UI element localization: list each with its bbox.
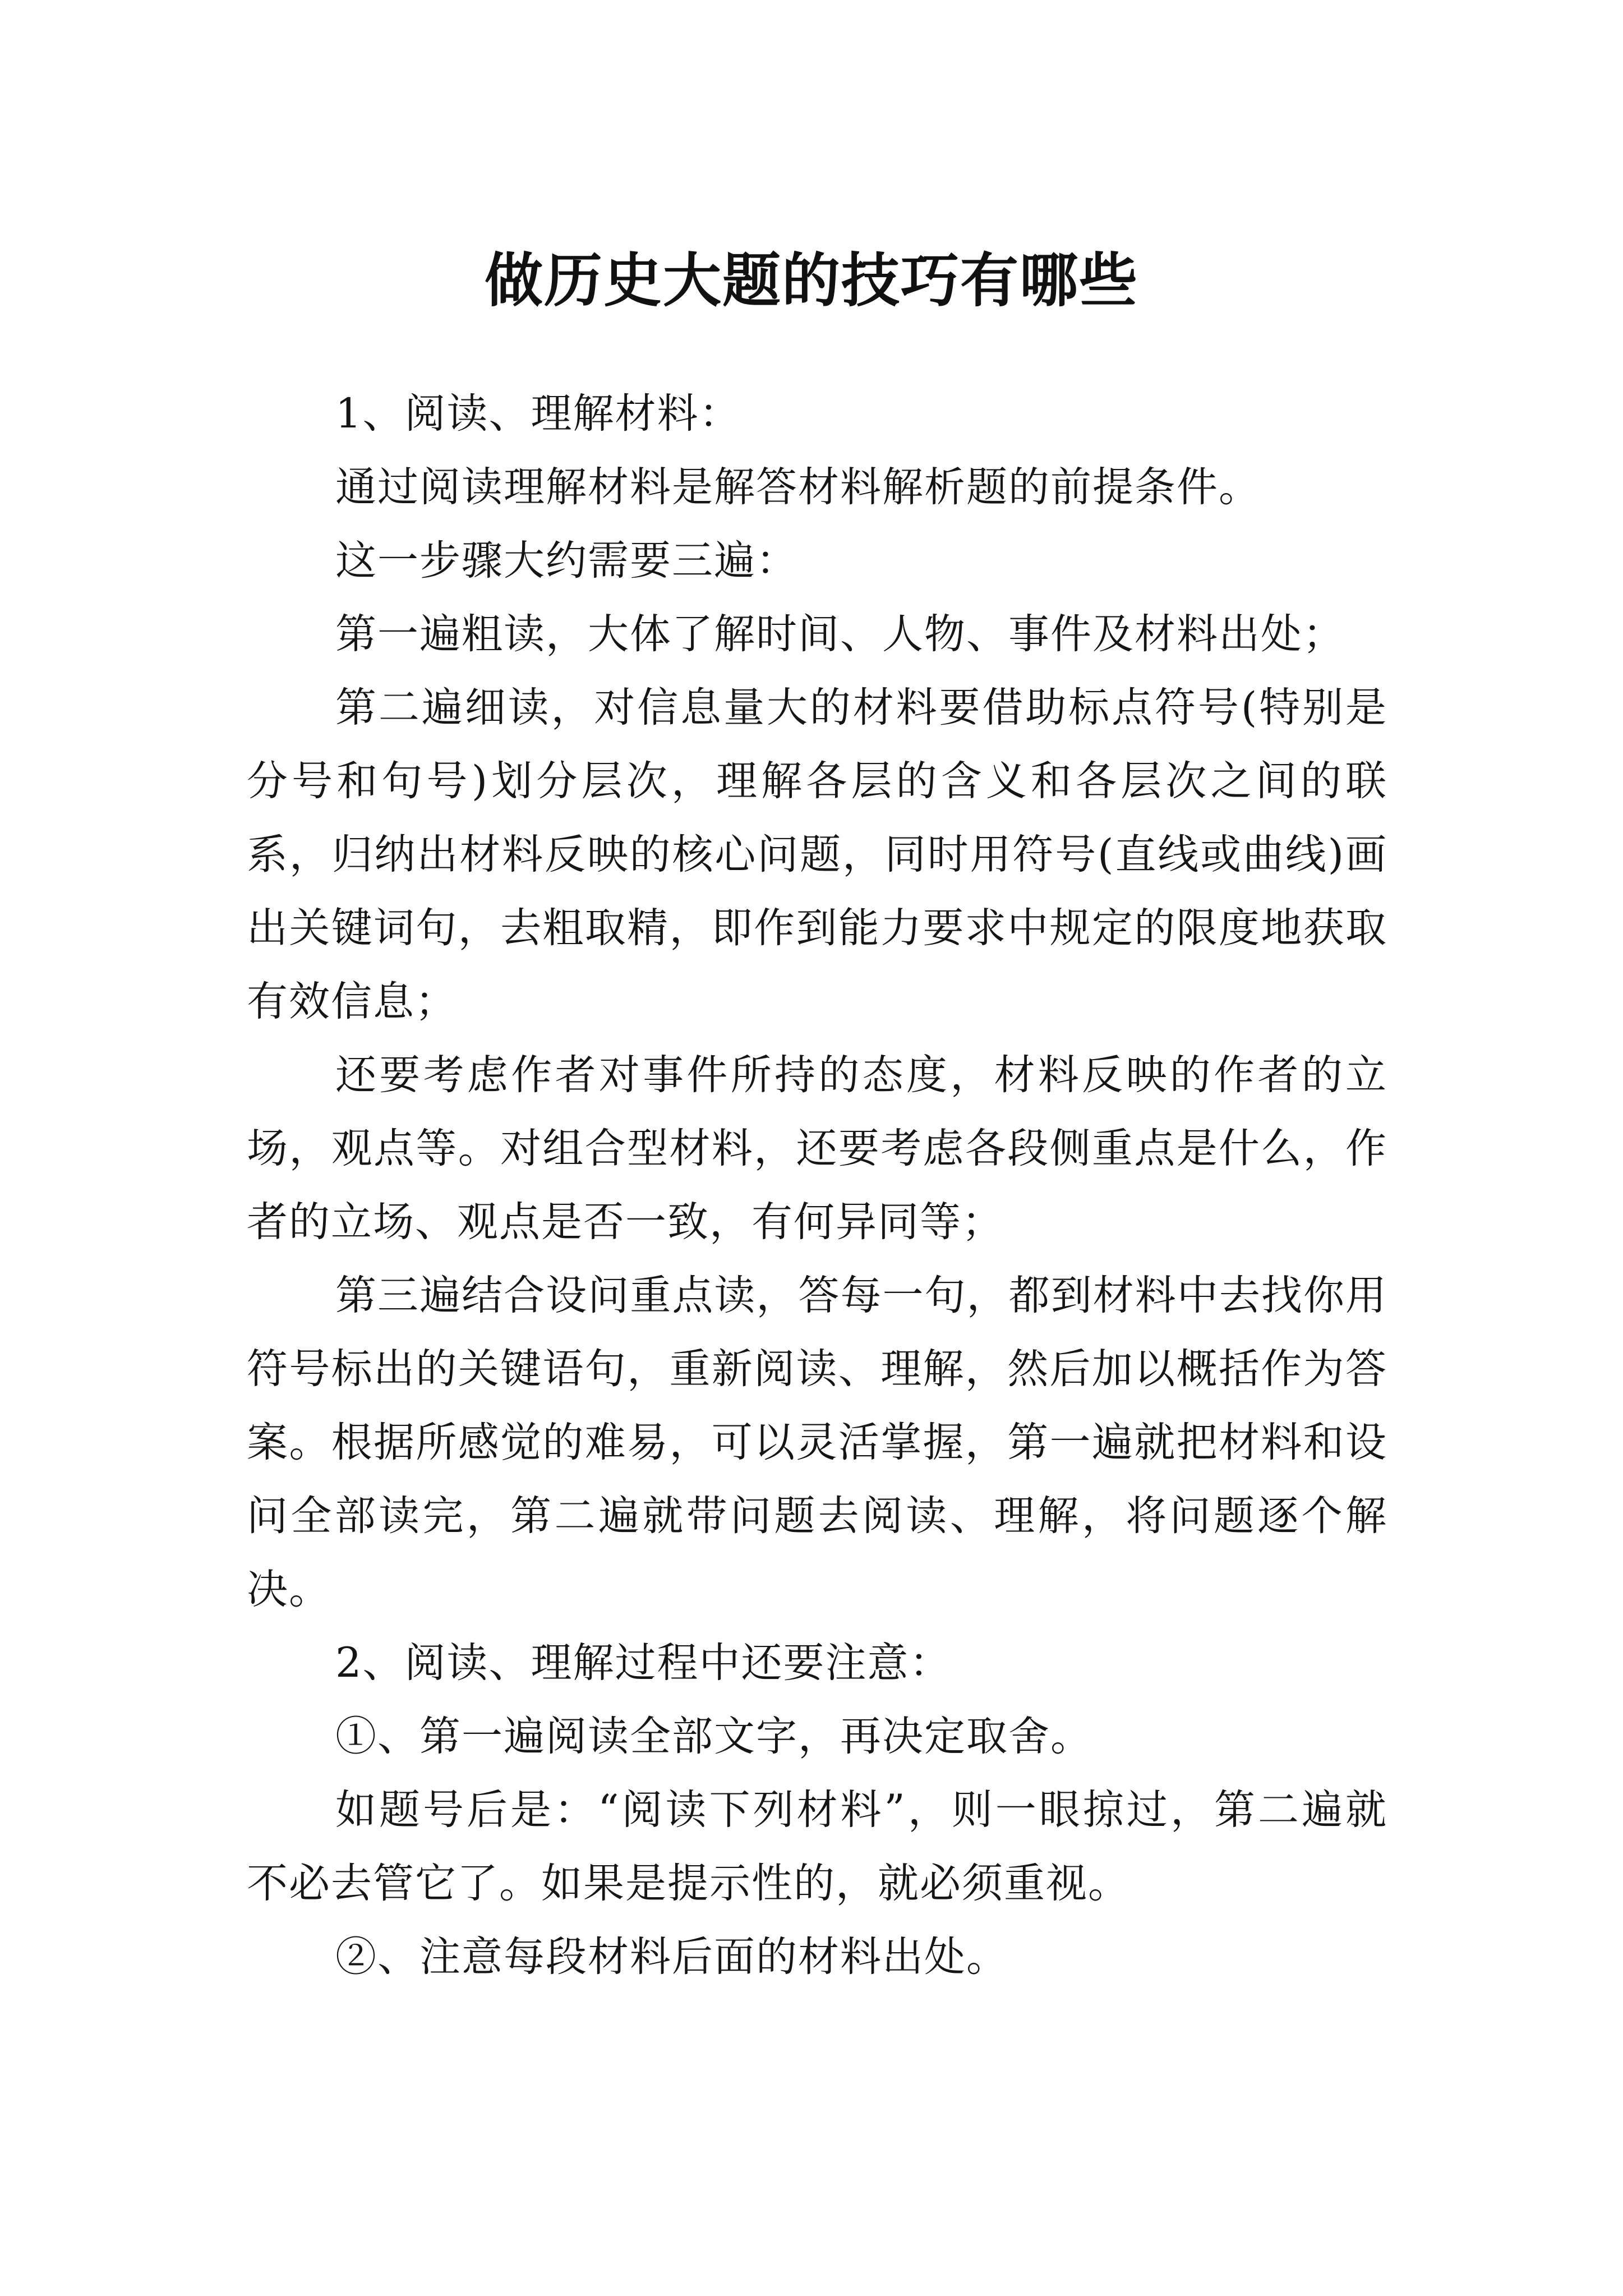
- document-title: 做历史大题的技巧有哪些: [484, 246, 1138, 315]
- paragraph: 第一遍粗读，大体了解时间、人物、事件及材料出处；: [335, 610, 1345, 658]
- paragraph: 第二遍细读，对信息量大的材料要借助标点符号(特别是分号和句号)划分层次，理解各层的含义和各层次之间的联系，归纳出材料反映的核心问题，同时用符号(直线或曲线)画出关键词句，去粗取精，即作到能力要求中规定的限度地获取有效信息；: [247, 684, 1387, 1025]
- paragraph-heading-1: 1、阅读、理解材料：: [335, 390, 741, 438]
- paragraph: 如题号后是：“阅读下列材料”，则一眼掠过，第二遍就不必去管它了。如果是提示性的，就必须重视。: [247, 1786, 1387, 1907]
- paragraph: 第三遍结合设问重点读，答每一句，都到材料中去找你用符号标出的关键语句，重新阅读、理解，然后加以概括作为答案。根据所感觉的难易，可以灵活掌握，第一遍就把材料和设问全部读完，第二遍就带问题去阅读、理解，将问题逐个解决。: [247, 1272, 1387, 1613]
- paragraph-heading-2: 2、阅读、理解过程中还要注意：: [335, 1639, 952, 1687]
- paragraph: ②、注意每段材料后面的材料出处。: [335, 1933, 1008, 1981]
- paragraph: ①、第一遍阅读全部文字，再决定取舍。: [335, 1713, 1092, 1760]
- document-body: [247, 377, 1387, 1994]
- paragraph: 还要考虑作者对事件所持的态度，材料反映的作者的立场，观点等。对组合型材料，还要考虑各段侧重点是什么，作者的立场、观点是否一致，有何异同等；: [247, 1051, 1387, 1246]
- paragraph: 通过阅读理解材料是解答材料解析题的前提条件。: [335, 463, 1261, 511]
- paragraph: 这一步骤大约需要三遍：: [335, 537, 798, 585]
